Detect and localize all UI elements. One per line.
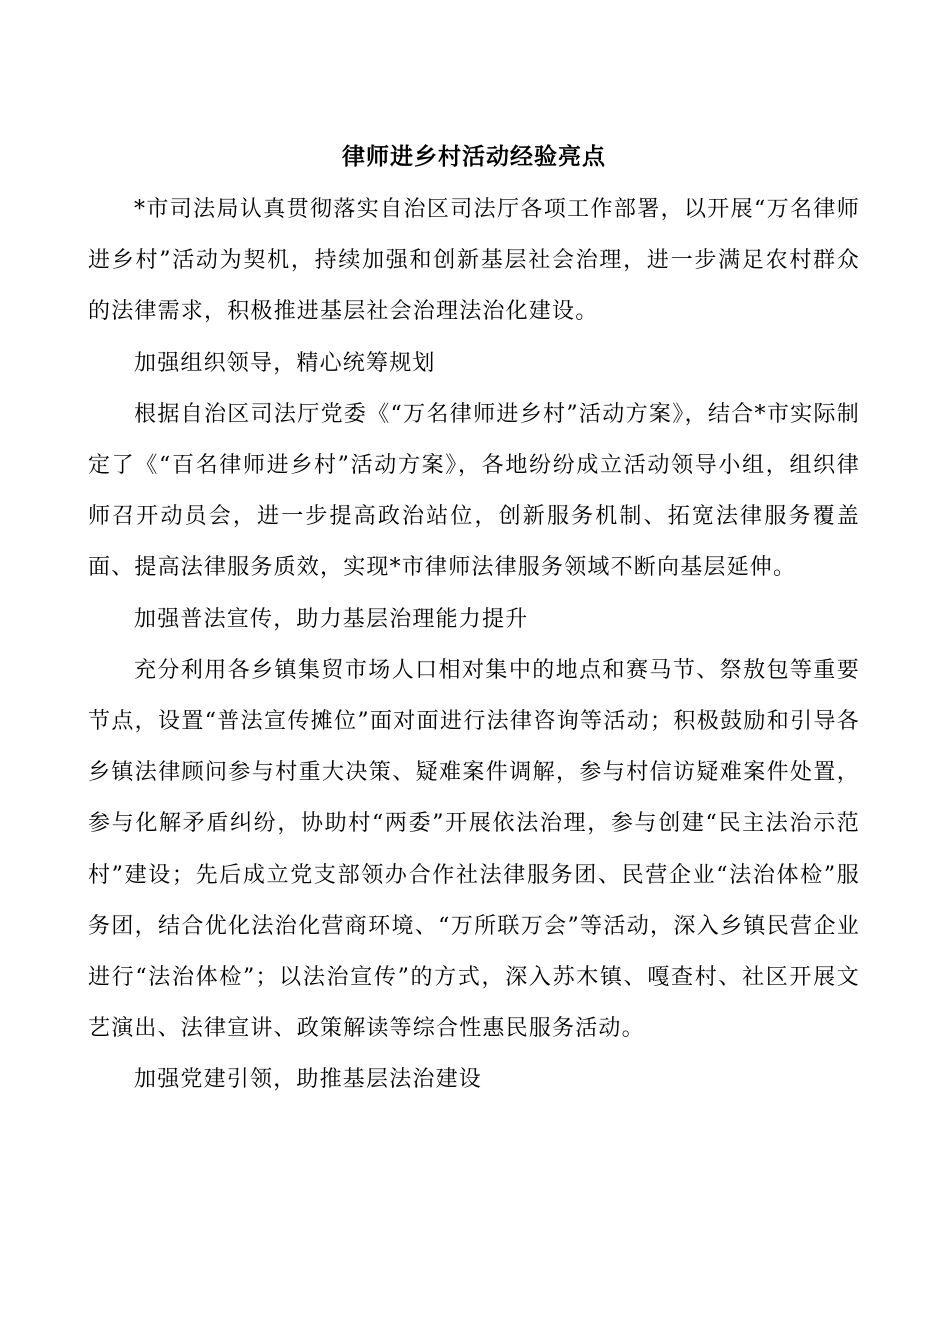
document-page: [88, 132, 860, 1106]
section-heading-party-building: 加强党建引领，助推基层法治建设: [134, 1067, 483, 1093]
intro-paragraph: *市司法局认真贯彻落实自治区司法厅各项工作部署，以开展“万名律师进乡村”活动为契机，持续加强和创新基层社会治理，进一步满足农村群众的法律需求，积极推进基层社会治理法治化建设。: [88, 197, 860, 325]
publicity-paragraph: 充分利用各乡镇集贸市场人口相对集中的地点和赛马节、祭敖包等重要节点，设置“普法宣传摊位”面对面进行法律咨询等活动；积极鼓励和引导各乡镇法律顾问参与村重大决策、疑难案件调解，参与村信访疑难案件处置，参与化解矛盾纠纷，协助村“两委”开展依法治理，参与创建“民主法治示范村”建设；先后成立党支部领办合作社法律服务团、民营企业“法治体检”服务团，结合优化法治化营商环境、“万所联万会”等活动，深入乡镇民营企业进行“法治体检”；以法治宣传”的方式，深入苏木镇、嘎查村、社区开展文艺演出、法律宣讲、政策解读等综合性惠民服务活动。: [88, 657, 860, 1042]
organization-paragraph: 根据自治区司法厅党委《“万名律师进乡村”活动方案》，结合*市实际制定了《“百名律师进乡村”活动方案》，各地纷纷成立活动领导小组，组织律师召开动员会，进一步提高政治站位，创新服务机制、拓宽法律服务覆盖面、提高法律服务质效，实现*市律师法律服务领域不断向基层延伸。: [88, 401, 860, 581]
document-title: 律师进乡村活动经验亮点: [342, 143, 606, 170]
section-heading-publicity: 加强普法宣传，助力基层治理能力提升: [134, 606, 529, 632]
section-heading-organization: 加强组织领导，精心统筹规划: [134, 350, 436, 376]
